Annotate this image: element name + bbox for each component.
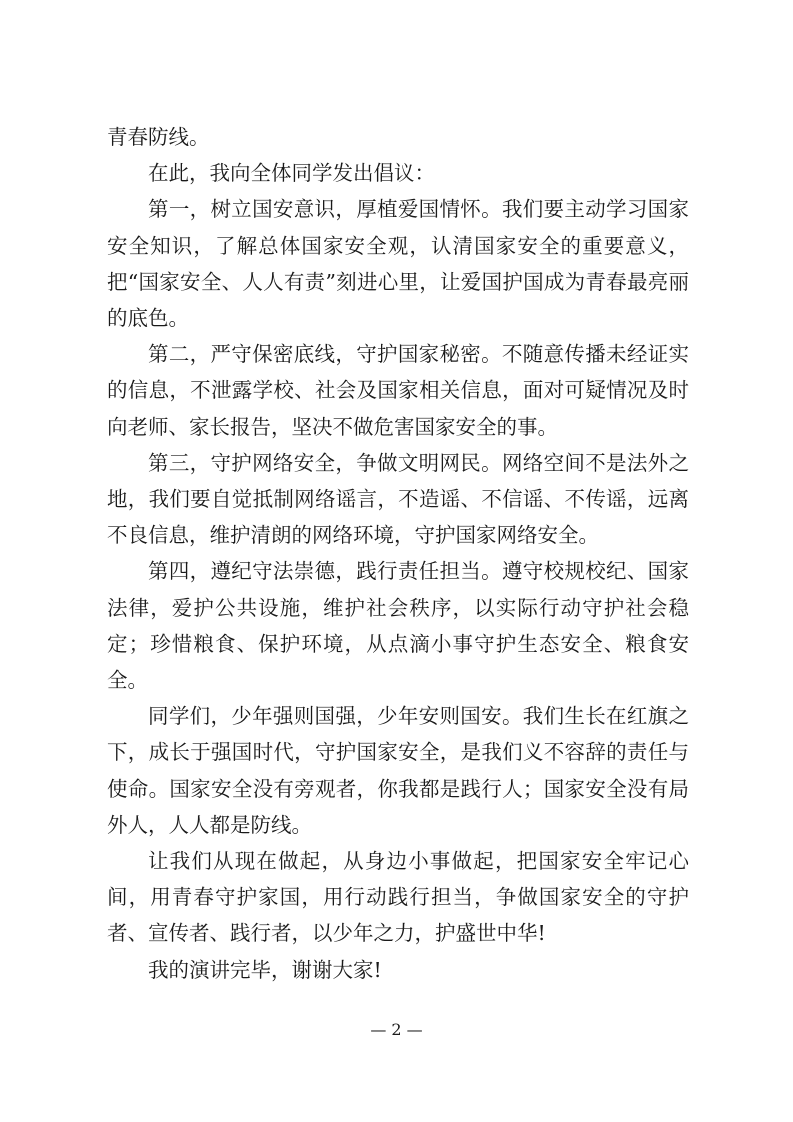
page-number: — 2 — <box>370 1020 423 1039</box>
paragraph-first-point: 第一，树立国安意识，厚植爱国情怀。我们要主动学习国家安全知识，了解总体国家安全观，认清国家安全的重要意义，把“国家安全、人人有责”刻进心里，让爱国护国成为青春最亮丽的底色。 <box>107 197 689 331</box>
paragraph-proposal-intro: 在此，我向全体同学发出倡议： <box>148 161 435 186</box>
paragraph-continuation: 青春防线。 <box>107 125 210 149</box>
paragraph-fourth-point: 第四，遵纪守法崇德，践行责任担当。遵守校规校纪、国家法律，爱护公共设施，维护社会秩序，以实际行动守护社会稳定；珍惜粮食、保护环境，从点滴小事守护生态安全、粮食安全。 <box>107 559 689 693</box>
paragraph-classmates: 同学们，少年强则国强，少年安则国安。我们生长在红旗之下，成长于强国时代，守护国家安全，是我们义不容辞的责任与使命。国家安全没有旁观者，你我都是践行人；国家安全没有局外人，人人都是防线。 <box>107 704 689 837</box>
paragraph-third-point: 第三，守护网络安全，争做文明网民。网络空间不是法外之地，我们要自觉抵制网络谣言，不造谣、不信谣、不传谣，远离不良信息，维护清朗的网络环境，守护国家网络安全。 <box>107 450 689 548</box>
paragraph-closing: 我的演讲完毕，谢谢大家! <box>148 957 382 982</box>
document-body <box>107 119 689 988</box>
paragraph-call-to-action: 让我们从现在做起，从身边小事做起，把国家安全牢记心间，用青春守护家国，用行动践行担当，争做国家安全的守护者、宣传者、践行者，以少年之力，护盛世中华! <box>107 849 689 946</box>
paragraph-second-point: 第二，严守保密底线，守护国家秘密。不随意传播未经证实的信息，不泄露学校、社会及国家相关信息，面对可疑情况及时向老师、家长报告，坚决不做危害国家安全的事。 <box>107 342 689 439</box>
